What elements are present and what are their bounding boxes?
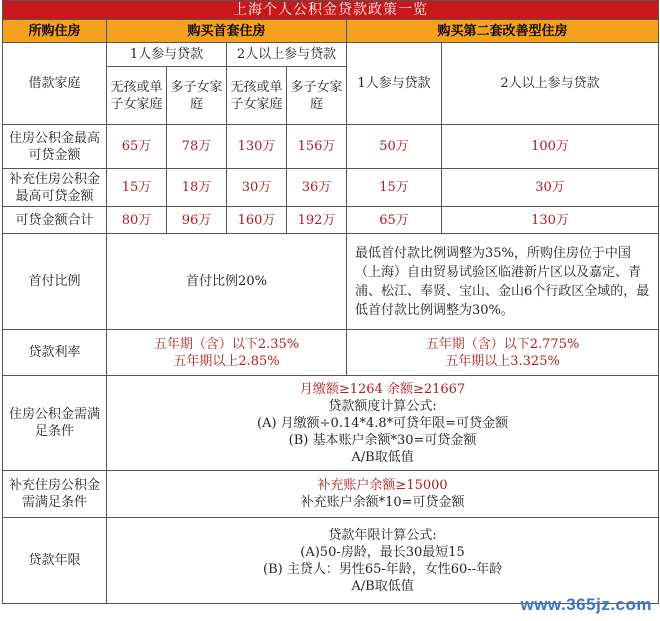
cond-housing-row — [3, 376, 659, 471]
value-cell: 15万 — [107, 169, 167, 207]
rate-first — [107, 330, 347, 376]
value-cell: 80万 — [107, 207, 167, 234]
sub-no-child-2: 无孩或单子女家庭 — [227, 67, 287, 125]
down-payment-first: 首付比例20% — [107, 234, 347, 330]
cond-supp-line2: 补充账户余额*10=可贷金额 — [300, 495, 465, 510]
value-cell: 78万 — [167, 125, 227, 169]
rate-label: 贷款利率 — [3, 330, 107, 376]
max-supp-row — [3, 169, 659, 207]
policy-table — [2, 0, 659, 604]
cond-housing-content — [107, 376, 659, 471]
rate-first-line2: 五年期以上2.85% — [173, 353, 280, 369]
max-housing-row — [3, 125, 659, 169]
max-housing-label: 住房公积金最高可贷金额 — [3, 125, 107, 169]
header-first-home: 购买首套住房 — [107, 20, 347, 43]
second-two-person: 2人以上参与贷款 — [442, 43, 659, 125]
value-cell: 156万 — [287, 125, 347, 169]
term-line3: (B) 主贷人：男性65-年龄，女性60--年龄 — [263, 561, 503, 577]
cond-supp-label: 补充住房公积金需满足条件 — [3, 471, 107, 518]
family-label: 借款家庭 — [3, 43, 107, 125]
cond-housing-label: 住房公积金需满足条件 — [3, 376, 107, 471]
cond-supp-line1: 补充账户余额≥15000 — [317, 478, 448, 493]
header-house: 所购住房 — [3, 20, 107, 43]
term-label: 贷款年限 — [3, 518, 107, 604]
value-cell: 192万 — [287, 207, 347, 234]
term-content — [107, 518, 659, 604]
rate-second-line1: 五年期（含）以下2.775% — [425, 336, 580, 352]
header-second-home: 购买第二套改善型住房 — [347, 20, 659, 43]
value-cell: 18万 — [167, 169, 227, 207]
max-supp-label: 补充住房公积金最高可贷金额 — [3, 169, 107, 207]
value-cell: 160万 — [227, 207, 287, 234]
term-line2: (A)50-房龄，最长30最短15 — [300, 544, 465, 560]
term-line1: 贷款年限计算公式: — [328, 527, 437, 543]
rate-second — [347, 330, 659, 376]
sub-multi-child-2: 多子女家庭 — [287, 67, 347, 125]
table-title: 上海个人公积金贷款政策一览 — [3, 1, 659, 20]
header-row — [3, 20, 659, 43]
term-row — [3, 518, 659, 604]
title-row — [3, 1, 659, 20]
value-cell: 65万 — [347, 207, 442, 234]
cond-housing-line5: A/B取低值 — [351, 449, 414, 465]
cond-supp-content — [107, 471, 659, 518]
first-two-person: 2人以上参与贷款 — [227, 43, 347, 67]
cond-housing-line2: 贷款额度计算公式: — [328, 398, 437, 414]
total-label: 可贷金额合计 — [3, 207, 107, 234]
sub-multi-child-1: 多子女家庭 — [167, 67, 227, 125]
cond-housing-line4: (B) 基本账户余额*30=可贷金额 — [288, 432, 477, 448]
value-cell: 65万 — [107, 125, 167, 169]
sub-no-child-1: 无孩或单子女家庭 — [107, 67, 167, 125]
value-cell: 30万 — [442, 169, 659, 207]
first-one-person: 1人参与贷款 — [107, 43, 227, 67]
cond-housing-line3: (A) 月缴额÷0.14*4.8*可贷年限=可贷金额 — [257, 415, 509, 431]
cond-housing-line1: 月缴额≥1264 余额≥21667 — [299, 381, 466, 397]
rate-first-line1: 五年期（含）以下2.35% — [153, 336, 300, 352]
value-cell: 50万 — [347, 125, 442, 169]
value-cell: 100万 — [442, 125, 659, 169]
value-cell: 36万 — [287, 169, 347, 207]
value-cell: 30万 — [227, 169, 287, 207]
down-payment-label: 首付比例 — [3, 234, 107, 330]
down-payment-second: 最低首付款比例调整为35%，所购住房位于中国（上海）自由贸易试验区临港新片区以及嘉定、青浦、松江、奉贤、宝山、金山6个行政区全域的，最低首付款比例调整为30%。 — [347, 234, 659, 330]
down-payment-row — [3, 234, 659, 330]
term-line4: A/B取低值 — [351, 578, 414, 594]
value-cell: 130万 — [227, 125, 287, 169]
total-row — [3, 207, 659, 234]
second-one-person: 1人参与贷款 — [347, 43, 442, 125]
family-row-top — [3, 43, 659, 67]
value-cell: 96万 — [167, 207, 227, 234]
value-cell: 130万 — [442, 207, 659, 234]
rate-row — [3, 330, 659, 376]
cond-supp-row — [3, 471, 659, 518]
rate-second-line2: 五年期以上3.325% — [445, 353, 560, 369]
value-cell: 15万 — [347, 169, 442, 207]
watermark-text: www.365jz.com — [520, 595, 652, 614]
